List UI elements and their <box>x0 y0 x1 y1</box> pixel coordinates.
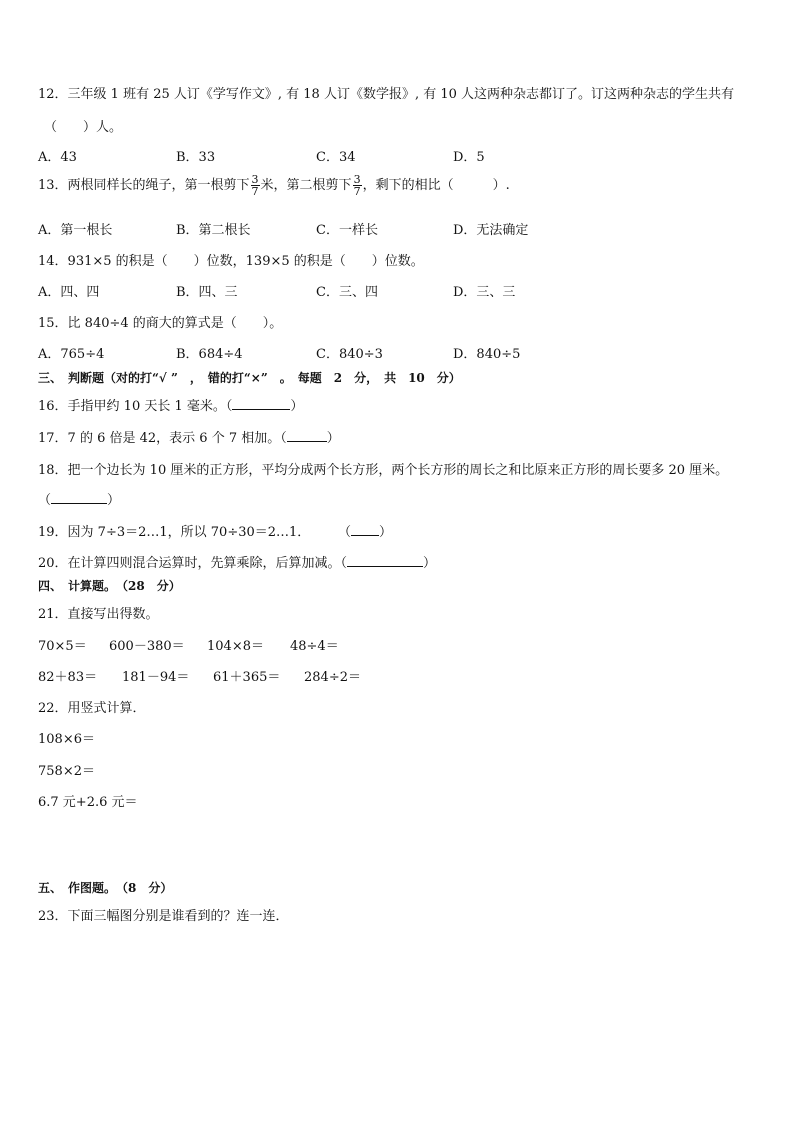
q13-fraction-2-denominator: 7 <box>353 185 361 198</box>
question-19-answer <box>338 521 392 540</box>
question-19-text: 19．因为 7÷3＝2…1，所以 70÷30＝2…1． <box>38 525 311 540</box>
section-3-heading: 三、 判断题（对的打“√ ” ， 错的打“×” 。 每题 2 分， 共 10 分） <box>38 371 461 385</box>
q18-answer-blank[interactable] <box>51 491 107 504</box>
q16-statement: 16．手指甲约 10 天长 1 毫米。（ <box>38 399 233 414</box>
q15-option-c: C．840÷3 <box>316 347 383 362</box>
q21-row1-item-4: 48÷4＝ <box>290 639 339 654</box>
q14-option-b: B．四、三 <box>176 285 238 300</box>
q21-row1-item-3: 104×8＝ <box>207 639 264 654</box>
q13-text-part-c: ，剩下的相比（ ）. <box>362 178 510 193</box>
q16-close-paren: ） <box>290 399 304 414</box>
q13-option-a: A．第一根长 <box>38 223 113 238</box>
q19-open-paren: （ <box>338 525 352 540</box>
q21-row2-item-3: 61＋365＝ <box>213 670 281 685</box>
q20-answer-blank[interactable] <box>347 554 423 567</box>
q12-option-b: B．33 <box>176 150 216 165</box>
q13-option-c: C．一样长 <box>316 223 378 238</box>
q22-item-2: 758×2＝ <box>38 764 95 779</box>
q15-option-d: D．840÷5 <box>453 347 521 362</box>
question-23-text: 23．下面三幅图分别是谁看到的？连一连． <box>38 909 289 924</box>
q16-answer-blank[interactable] <box>232 397 290 410</box>
question-14-text: 14．931×5 的积是（ ）位数，139×5 的积是（ ）位数。 <box>38 254 424 269</box>
question-12-text: 12．三年级 1 班有 25 人订《学写作文》, 有 18 人订《数学报》, 有 10 人这两种杂志都订了。订这两种杂志的学生共有 <box>38 87 735 102</box>
question-18-answer <box>38 489 120 508</box>
q22-item-3: 6.7 元+2.6 元＝ <box>38 795 138 810</box>
q12-option-c: C．34 <box>316 150 356 165</box>
q22-item-1: 108×6＝ <box>38 732 95 747</box>
q13-fraction-1-denominator: 7 <box>251 185 259 198</box>
question-12-continuation: （ ）人。 <box>44 120 123 135</box>
question-16-text <box>38 395 303 414</box>
section-4-heading: 四、 计算题。 （28 分） <box>38 579 181 593</box>
q15-option-b: B．684÷4 <box>176 347 243 362</box>
q20-close-paren: ） <box>423 556 437 571</box>
q21-row2-item-1: 82＋83＝ <box>38 670 98 685</box>
q21-row1-item-2: 600－380＝ <box>109 639 185 654</box>
question-21-text: 21．直接写出得数。 <box>38 607 159 622</box>
q21-row1-item-1: 70×5＝ <box>38 639 87 654</box>
q13-option-d: D．无法确定 <box>453 223 529 238</box>
question-17-text <box>38 427 340 446</box>
q20-statement: 20．在计算四则混合运算时，先算乘除，后算加减。（ <box>38 556 348 571</box>
q12-option-d: D．5 <box>453 150 485 165</box>
question-18-text: 18．把一个边长为 10 厘米的正方形，平均分成两个长方形，两个长方形的周长之和比原来正方形的周长要多 20 厘米。 <box>38 463 729 478</box>
q13-fraction-2-numerator: 3 <box>353 173 361 186</box>
q14-option-a: A．四、四 <box>38 285 100 300</box>
q13-fraction-1 <box>251 174 260 197</box>
q13-fraction-2 <box>353 174 362 197</box>
q13-text-part-a: 13．两根同样长的绳子，第一根剪下 <box>38 178 250 193</box>
section-5-heading: 五、 作图题。 （8 分） <box>38 881 173 895</box>
q13-text-part-b: 米，第二根剪下 <box>260 178 352 193</box>
q19-answer-blank[interactable] <box>351 523 379 536</box>
question-15-text: 15．比 840÷4 的商大的算式是（ ）。 <box>38 316 283 331</box>
q17-close-paren: ） <box>326 431 340 446</box>
q19-close-paren: ） <box>379 525 393 540</box>
question-22-text: 22．用竖式计算． <box>38 701 146 716</box>
q13-fraction-1-numerator: 3 <box>251 173 259 186</box>
q12-option-a: A．43 <box>38 150 77 165</box>
q21-row2-item-2: 181－94＝ <box>122 670 190 685</box>
q17-statement: 17．7 的 6 倍是 42，表示 6 个 7 相加。（ <box>38 431 287 446</box>
question-13-text <box>38 174 510 197</box>
q13-option-b: B．第二根长 <box>176 223 251 238</box>
q14-option-d: D．三、三 <box>453 285 516 300</box>
q21-row2-item-4: 284÷2＝ <box>304 670 361 685</box>
q14-option-c: C．三、四 <box>316 285 378 300</box>
q18-close-paren: ） <box>107 493 121 508</box>
q17-answer-blank[interactable] <box>287 429 327 442</box>
question-20-text <box>38 552 436 571</box>
q18-open-paren: （ <box>38 493 52 508</box>
q15-option-a: A．765÷4 <box>38 347 105 362</box>
